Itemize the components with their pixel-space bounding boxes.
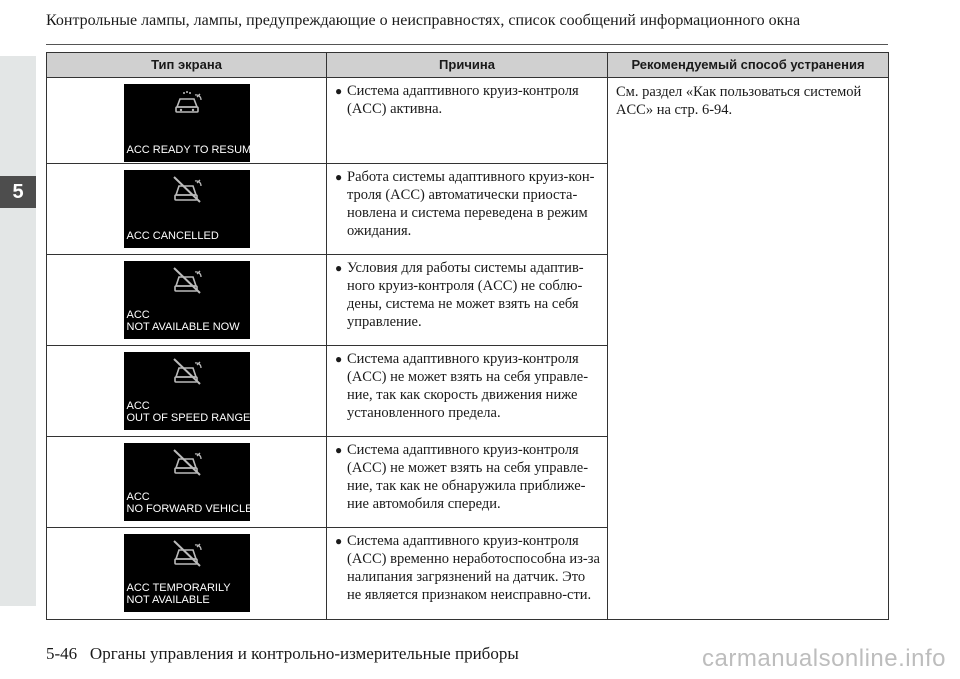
screen-type-cell bbox=[47, 528, 327, 620]
display-screen bbox=[124, 534, 250, 612]
bullet-icon: ● bbox=[335, 443, 343, 457]
screen-type-cell bbox=[47, 437, 327, 528]
cause-cell bbox=[327, 528, 608, 620]
cause-bullet-item bbox=[335, 350, 601, 422]
acc-off-icon bbox=[171, 539, 203, 567]
cause-bullet-item bbox=[335, 532, 601, 604]
display-screen bbox=[124, 352, 250, 430]
screen-message-line: NO FORWARD VEHICLE bbox=[126, 503, 253, 515]
column-header-screen-type: Тип экрана bbox=[47, 53, 327, 78]
screen-message-line: ACC bbox=[126, 491, 150, 503]
watermark: carmanualsonline.info bbox=[702, 645, 946, 672]
screen-type-cell bbox=[47, 255, 327, 346]
acc-off-icon bbox=[171, 448, 203, 476]
cause-cell bbox=[327, 255, 608, 346]
screen-message-line: ACC READY TO RESUME bbox=[126, 144, 259, 156]
cause-bullet-item bbox=[335, 82, 601, 118]
page-header: Контрольные лампы, лампы, предупреждающие о неисправностях, список сообщений информационного окна bbox=[46, 12, 801, 29]
cause-cell bbox=[327, 437, 608, 528]
cause-text: Работа системы адаптивного круиз-кон-троля (ACC) автоматически приоста-новлена и система переведена в режим ожидания. bbox=[347, 169, 595, 239]
acc-messages-table bbox=[46, 52, 889, 620]
page-footer bbox=[46, 644, 519, 664]
cause-bullet-item bbox=[335, 259, 601, 331]
cause-bullet-item bbox=[335, 441, 601, 513]
acc-off-icon bbox=[171, 357, 203, 385]
section-title: Органы управления и контрольно-измерительные приборы bbox=[89, 644, 519, 663]
cause-text: Условия для работы системы адаптив-ного круиз-контроля (ACC) не соблю-дены, система не может взять на себя управление. bbox=[347, 260, 584, 330]
cause-text: Система адаптивного круиз-контроля (ACC) активна. bbox=[347, 83, 579, 117]
acc-active-icon bbox=[171, 89, 203, 117]
bullet-icon: ● bbox=[335, 170, 343, 184]
display-screen bbox=[124, 170, 250, 248]
bullet-icon: ● bbox=[335, 352, 343, 366]
acc-off-icon bbox=[171, 175, 203, 203]
bullet-icon: ● bbox=[335, 261, 343, 275]
cause-cell bbox=[327, 346, 608, 437]
cause-cell bbox=[327, 78, 608, 164]
bullet-icon: ● bbox=[335, 534, 343, 548]
screen-message-line: ACC CANCELLED bbox=[126, 230, 219, 242]
cause-cell bbox=[327, 164, 608, 255]
bullet-icon: ● bbox=[335, 84, 343, 98]
table-row bbox=[47, 78, 889, 164]
screen-type-cell bbox=[47, 164, 327, 255]
header-divider bbox=[46, 44, 888, 45]
screen-message-line: OUT OF SPEED RANGE bbox=[126, 412, 251, 424]
screen-message-line: NOT AVAILABLE NOW bbox=[126, 321, 240, 333]
column-header-remedy: Рекомендуемый способ устранения bbox=[608, 53, 889, 78]
screen-message-line: ACC bbox=[126, 400, 150, 412]
chapter-sidebar bbox=[0, 56, 36, 606]
display-screen bbox=[124, 84, 259, 162]
display-screen bbox=[124, 443, 253, 521]
table-header-row bbox=[47, 53, 889, 78]
screen-message-line: ACC bbox=[126, 309, 150, 321]
cause-bullet-item bbox=[335, 168, 601, 240]
cause-text: Система адаптивного круиз-контроля (ACC) временно неработоспособна из-за налипания загрязнений на датчик. Это не является признаком неисправно-сти. bbox=[347, 533, 600, 603]
display-screen bbox=[124, 261, 250, 339]
screen-message-line: NOT AVAILABLE bbox=[126, 594, 210, 606]
screen-type-cell bbox=[47, 346, 327, 437]
screen-type-cell bbox=[47, 78, 327, 164]
cause-text: Система адаптивного круиз-контроля (ACC) не может взять на себя управле-ние, так как скорость движения ниже установленного предела. bbox=[347, 351, 589, 421]
column-header-cause: Причина bbox=[327, 53, 608, 78]
acc-off-icon bbox=[171, 266, 203, 294]
cause-text: Система адаптивного круиз-контроля (ACC) не может взять на себя управле-ние, так как не обнаружила приближе-ние автомобиля спереди. bbox=[347, 442, 589, 512]
page-number: 5-46 bbox=[46, 644, 78, 663]
remedy-cell: См. раздел «Как пользоваться системой ACC» на стр. 6-94. bbox=[608, 78, 889, 620]
chapter-tab: 5 bbox=[0, 176, 36, 208]
screen-message-line: ACC TEMPORARILY bbox=[126, 582, 231, 594]
